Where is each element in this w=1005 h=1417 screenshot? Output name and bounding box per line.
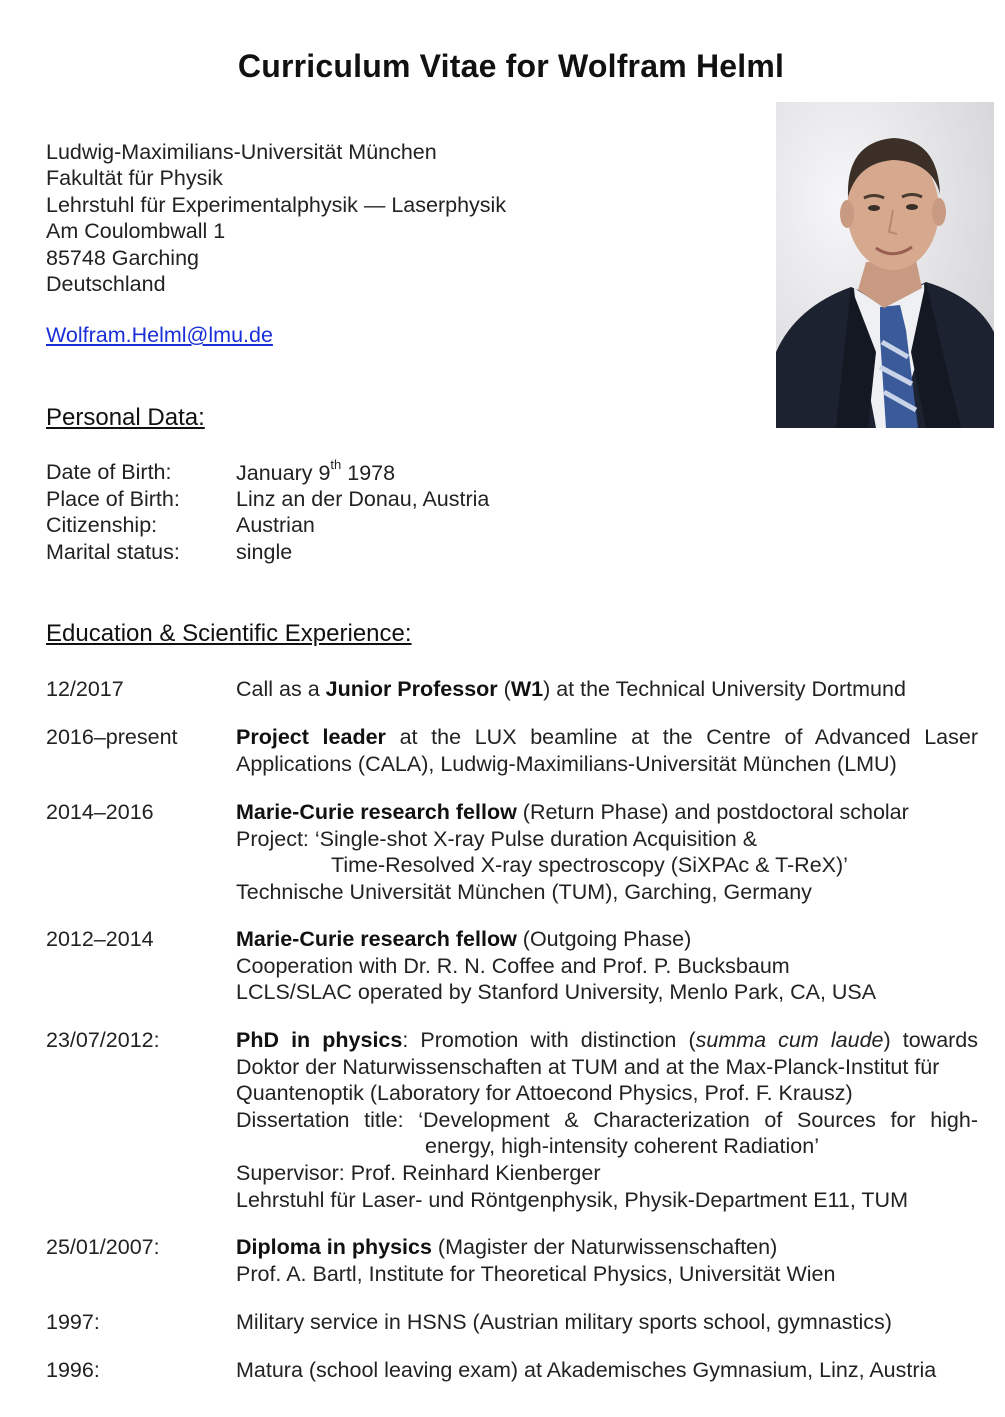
- entry-date: 25/01/2007:: [46, 1235, 160, 1259]
- pob-value: Linz an der Donau, Austria: [236, 487, 490, 511]
- entry-body: Diploma in physics (Magister der Naturwissenschaften) Prof. A. Bartl, Institute for Theoretical Physics, Universität Wien: [236, 1235, 836, 1286]
- entry-body: Project leader at the LUX beamline at the Centre of Advanced Laser Applications (CALA), Ludwig-Maximilians-Universität München (LMU): [236, 725, 978, 776]
- entry-date: 12/2017: [46, 677, 124, 701]
- dob-label: Date of Birth:: [46, 460, 172, 484]
- education-heading: Education & Scientific Experience:: [46, 620, 412, 647]
- personal-data-heading: Personal Data:: [46, 404, 205, 431]
- entry-body: PhD in physics: Promotion with distinction (summa cum laude) towards Doktor der Naturwissenschaften at TUM and at the Max-Planck-Institut für Quantenoptik (Laboratory for Attoecond Physics, Prof. F. Krausz) Dissertation title: ‘Development & Characterization of Sources for high- energy, high-intensity coherent Radiation’ Supervisor: Prof. Reinhard Kienberger Lehrstuhl für Laser- und Röntgenphysik, Physik-Department E11, TUM: [236, 1028, 979, 1212]
- page-title: Curriculum Vitae for Wolfram Helml: [237, 48, 785, 84]
- pob-label: Place of Birth:: [46, 487, 180, 511]
- address-line: Deutschland: [46, 272, 166, 297]
- entry-body: Marie-Curie research fellow (Outgoing Phase) Cooperation with Dr. R. N. Coffee and Prof. P. Bucksbaum LCLS/SLAC operated by Stanford University, Menlo Park, CA, USA: [236, 927, 877, 1005]
- entry-date: 1997:: [46, 1310, 100, 1334]
- portrait-illustration: [776, 102, 994, 428]
- marital-label: Marital status:: [46, 540, 180, 564]
- address-line: 85748 Garching: [46, 245, 199, 270]
- address-line: Lehrstuhl für Experimentalphysik — Laserphysik: [46, 192, 507, 217]
- entry-body: Call as a Junior Professor (W1) at the Technical University Dortmund: [236, 677, 906, 701]
- entry-date: 2016–present: [46, 725, 178, 749]
- marital-value: single: [236, 540, 293, 564]
- entry-body: Matura (school leaving exam) at Akademisches Gymnasium, Linz, Austria: [236, 1358, 937, 1382]
- dob-value: January 9th 1978: [236, 457, 396, 486]
- address-line: Am Coulombwall 1: [46, 219, 226, 244]
- citizenship-value: Austrian: [236, 513, 315, 537]
- entry-date: 1996:: [46, 1358, 100, 1382]
- entry-date: 2014–2016: [46, 800, 154, 824]
- address-line: Fakultät für Physik: [46, 166, 223, 191]
- entry-date: 23/07/2012:: [46, 1028, 160, 1052]
- citizenship-label: Citizenship:: [46, 513, 158, 537]
- address-block: [46, 139, 506, 297]
- email-link[interactable]: Wolfram.Helml@lmu.de: [46, 323, 273, 347]
- entry-date: 2012–2014: [46, 927, 154, 951]
- entry-body: Marie-Curie research fellow (Return Phase) and postdoctoral scholar Project: ‘Single-shot X-ray Pulse duration Acquisition & Time-Resolved X-ray spectroscopy (SiXPAc & T-ReX)’ Technische Universität München (TUM), Garching, Germany: [236, 800, 909, 904]
- entry-body: Military service in HSNS (Austrian military sports school, gymnastics): [236, 1310, 892, 1334]
- address-line: Ludwig-Maximilians-Universität München: [46, 140, 437, 164]
- portrait-photo: [776, 102, 994, 428]
